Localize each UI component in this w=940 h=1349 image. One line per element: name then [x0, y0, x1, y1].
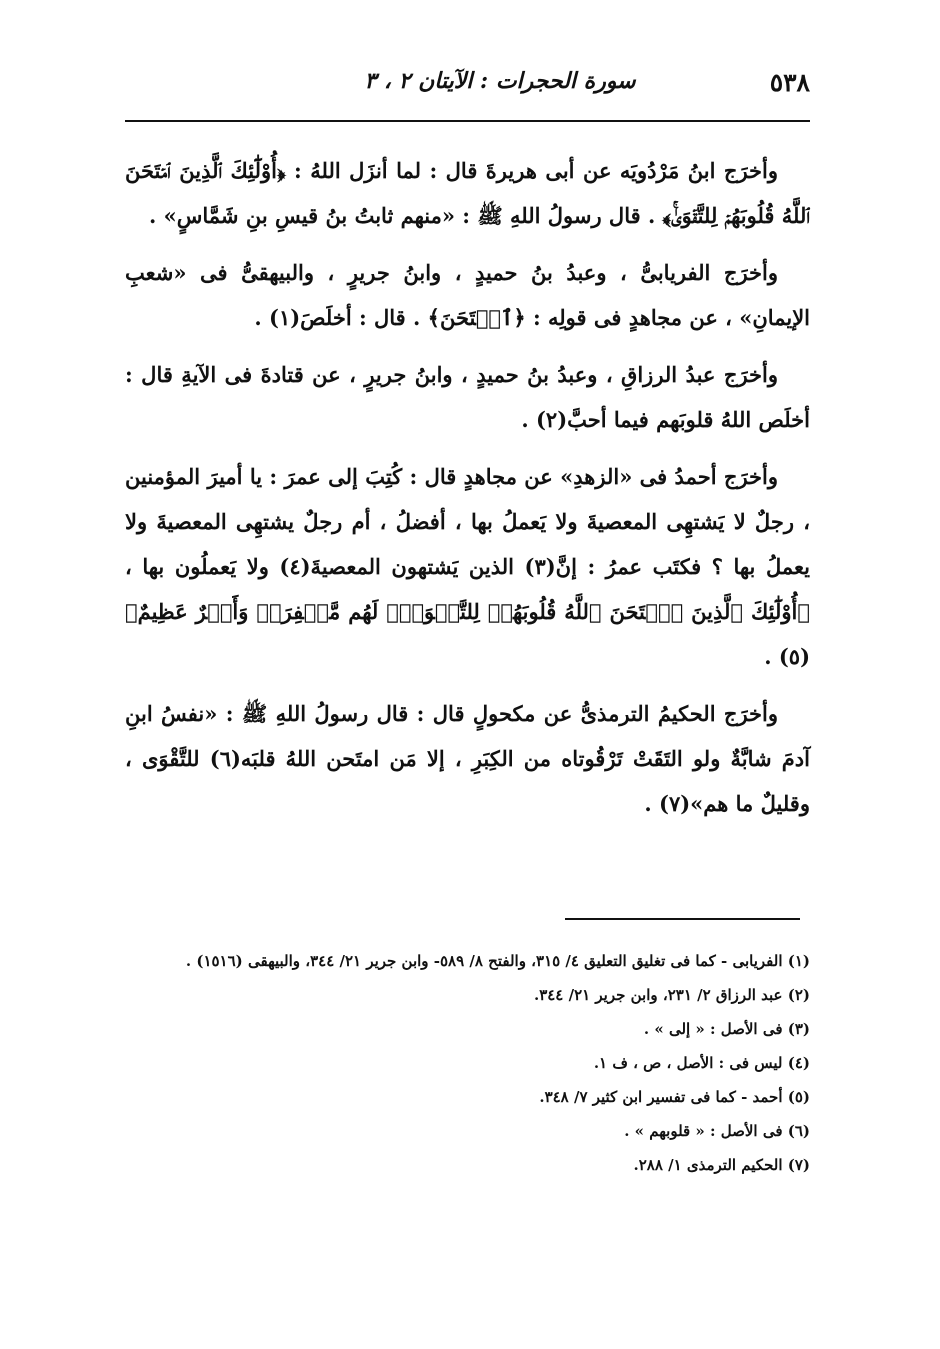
footnotes — [125, 944, 810, 1182]
page-header — [120, 66, 810, 106]
header-divider — [125, 120, 810, 122]
footnote-2: (٢) عبد الرزاق ٢/ ٢٣١، وابن جرير ٢١/ ٣٤٤. — [533, 986, 810, 1004]
paragraph-4: وأخرَج أحمدُ فى «الزهدِ» عن مجاهدٍ قال : كُتِبَ إلى عمرَ : يا أميرَ المؤمنين ، رجلٌ لا يَشتهِى المعصيةَ ولا يَعملُ بها ، أفضلُ ، أم رجلٌ يشتهِى المعصيةَ ولا يعملُ بها ؟ فكتَب عمرُ : إنَّ(٣) الذين يَشتهون المعصيةَ(٤) ولا يَعملُون بها ، ﴿أُوْلَٰٓئِكَ ٱلَّذِينَ ٱمۡتَحَنَ ٱللَّهُ قُلُوبَهُمۡ لِلتَّقۡوَىٰۚ لَهُم مَّغۡفِرَةٞ وَأَجۡرٌ عَظِيمٌ﴾(٥) . — [125, 464, 810, 669]
paragraph-1: وأخرَج ابنُ مَرْدُويَه عن أبى هريرةَ قال : لما أنزَل اللهُ : ﴿أُوْلَٰٓئِكَ ٱلَّذِينَ ٱمۡتَحَنَ ٱللَّهُ قُلُوبَهُمۡ لِلتَّقۡوَىٰۚ﴾ . قال رسولُ اللهِ ﷺ : «منهم ثابتُ بنُ قيسِ بنِ شَمَّاسٍ» . — [125, 158, 810, 228]
paragraph-3: وأخرَج عبدُ الرزاقِ ، وعبدُ بنُ حميدٍ ، وابنُ جريرٍ ، عن قتادةَ فى الآيةِ قال : أخلَص اللهُ قلوبَهم فيما أحبَّ(٢) . — [125, 362, 810, 432]
footnote-3: (٣) فى الأصل : « إلى » . — [643, 1020, 810, 1038]
running-title: سورة الحجرات : الآيتان ٢ ، ٣ — [364, 68, 636, 94]
footnote-1: (١) الفريابى - كما فى تغليق التعليق ٤/ ٣١٥، والفتح ٨/ ٥٨٩- وابن جرير ٢١/ ٣٤٤، والبيهقى (١٥١٦) . — [185, 952, 810, 970]
paragraph-5: وأخرَج الحكيمُ الترمذىُّ عن مكحولٍ قال : قال رسولُ اللهِ ﷺ : «نفسُ ابنِ آدمَ شابَّةٌ ولو التَقَتْ تَرْقُوتاه من الكِبَرِ ، إلا مَن امتَحن اللهُ قلبَه(٦) للتَّقْوَى ، وقليلٌ ما هم»(٧) . — [125, 701, 810, 816]
footnote-7: (٧) الحكيم الترمذى ١/ ٢٨٨. — [633, 1156, 810, 1174]
footnote-6: (٦) فى الأصل : « قلوبهم » . — [624, 1122, 810, 1140]
footnote-divider — [565, 918, 800, 920]
paragraph-2: وأخرَج الفريابىُّ ، وعبدُ بنُ حميدٍ ، وابنُ جريرٍ ، والبيهقىُّ فى «شعبِ الإيمانِ» ، عن مجاهدٍ فى قولِه : ﴿ٱمۡتَحَنَ﴾ . قال : أخلَصَ(١) . — [125, 260, 810, 330]
footnote-5: (٥) أحمد - كما فى تفسير ابن كثير ٧/ ٣٤٨. — [539, 1088, 810, 1106]
page-number: ٥٣٨ — [769, 68, 810, 97]
main-text — [125, 148, 810, 838]
footnote-4: (٤) ليس فى : الأصل ، ص ، ف ١. — [593, 1054, 810, 1072]
